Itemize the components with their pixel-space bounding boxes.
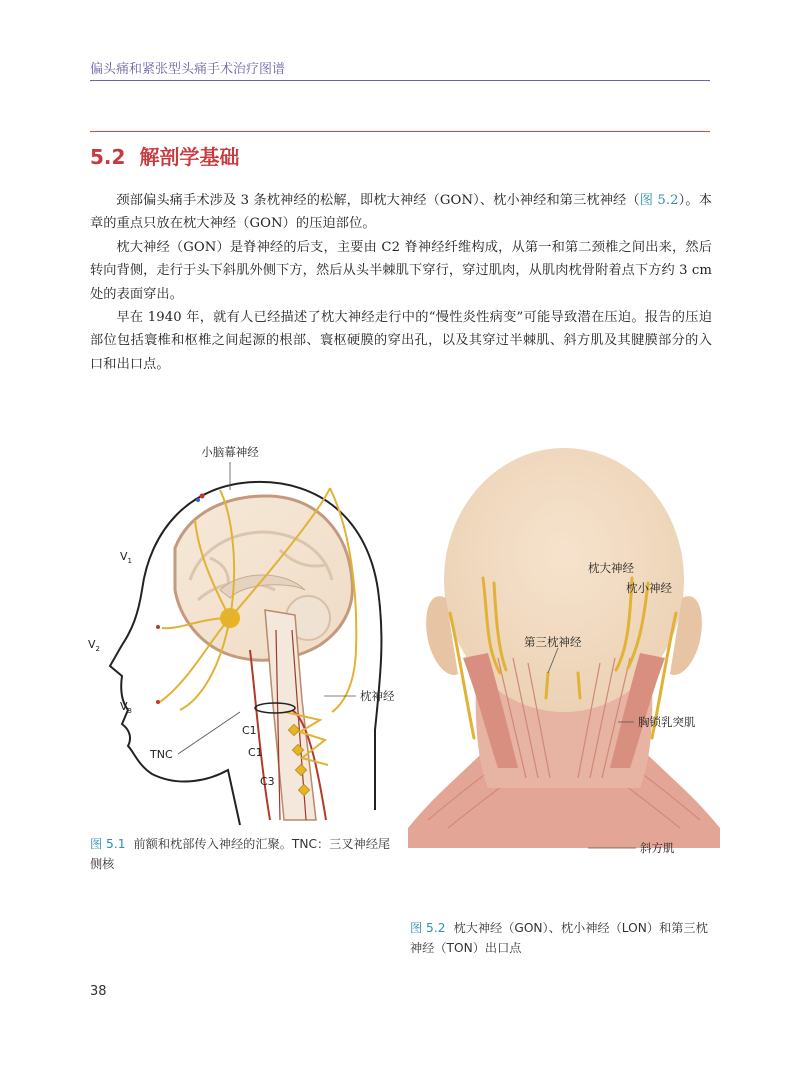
label-v2-letter: V <box>88 638 96 651</box>
label-greater-occipital: 枕大神经 <box>588 561 634 575</box>
label-third-occipital: 第三枕神经 <box>524 635 582 649</box>
dura-dot <box>196 498 200 502</box>
figure-5-1-caption-text: 前额和枕部传入神经的汇聚。TNC：三叉神经尾侧核 <box>90 837 391 871</box>
label-lesser-occipital: 枕小神经 <box>626 581 672 595</box>
label-tnc: TNC <box>150 748 173 761</box>
label-c1-lower: C1 <box>248 746 263 759</box>
figure-5-1-caption <box>90 834 400 874</box>
label-v3-sub: 3 <box>127 707 132 715</box>
figure-5-2-caption <box>410 918 710 958</box>
face-nerve-dot <box>156 700 160 704</box>
figure-5-1-illustration <box>80 440 410 830</box>
figure-5-1-caption-label: 图 5.1 <box>90 837 126 851</box>
label-v2 <box>88 638 100 653</box>
section-title: 解剖学基础 <box>139 145 240 169</box>
label-v1 <box>120 550 132 565</box>
p1-text-a: 颈部偏头痛手术涉及 3 条枕神经的松解，即枕大神经（GON）、枕小神经和第三枕神经（ <box>116 193 640 208</box>
label-v3 <box>120 700 132 715</box>
figure-5-2-link[interactable]: 图 5.2 <box>639 193 679 208</box>
figure-5-2-caption-label: 图 5.2 <box>410 921 446 935</box>
dura-dot <box>200 494 205 499</box>
section-number: 5.2 <box>90 145 126 169</box>
p1-text-b: ）。本章的重点只放在枕大神经（GON）的压迫部位。 <box>90 193 712 232</box>
body-text <box>90 189 712 376</box>
label-v1-letter: V <box>120 550 128 563</box>
label-c1-upper: C1 <box>242 724 257 737</box>
section-rule <box>90 131 710 132</box>
label-v1-sub: 1 <box>127 557 132 565</box>
header-rule <box>90 80 710 81</box>
label-occipital-nerve: 枕神经 <box>360 689 395 703</box>
figure-5-2-illustration <box>408 448 720 896</box>
running-header: 偏头痛和紧张型头痛手术治疗图谱 <box>90 62 286 77</box>
face-nerve-dot <box>156 625 160 629</box>
section-heading <box>90 141 239 170</box>
label-v2-sub: 2 <box>95 645 100 653</box>
page-number: 38 <box>90 984 107 999</box>
figure-5-2-caption-text: 枕大神经（GON）、枕小神经（LON）和第三枕神经（TON）出口点 <box>410 921 708 955</box>
label-trapezius: 斜方肌 <box>640 841 675 855</box>
label-cerebellar-tentorium-nerve: 小脑幕神经 <box>201 445 259 459</box>
paragraph-2: 枕大神经（GON）是脊神经的后支，主要由 C2 脊神经纤维构成，从第一和第二颈椎之间出来，然后转向背侧，走行于头下斜肌外侧下方，然后从头半棘肌下穿行，穿过肌肉，从肌肉枕骨附着点下方约 3 cm 处的表面穿出。 <box>90 239 712 302</box>
label-c3: C3 <box>260 775 275 788</box>
paragraph-1 <box>90 189 712 236</box>
label-v3-letter: V <box>120 700 128 713</box>
paragraph-3: 早在 1940 年，就有人已经描述了枕大神经走行中的“慢性炎性病变”可能导致潜在压迫。报告的压迫部位包括寰椎和枢椎之间起源的根部、寰枢硬膜的穿出孔，以及其穿过半棘肌、斜方肌及其腱膜部分的入口和出口点。 <box>90 310 712 372</box>
label-sternocleidomastoid: 胸锁乳突肌 <box>638 715 696 729</box>
